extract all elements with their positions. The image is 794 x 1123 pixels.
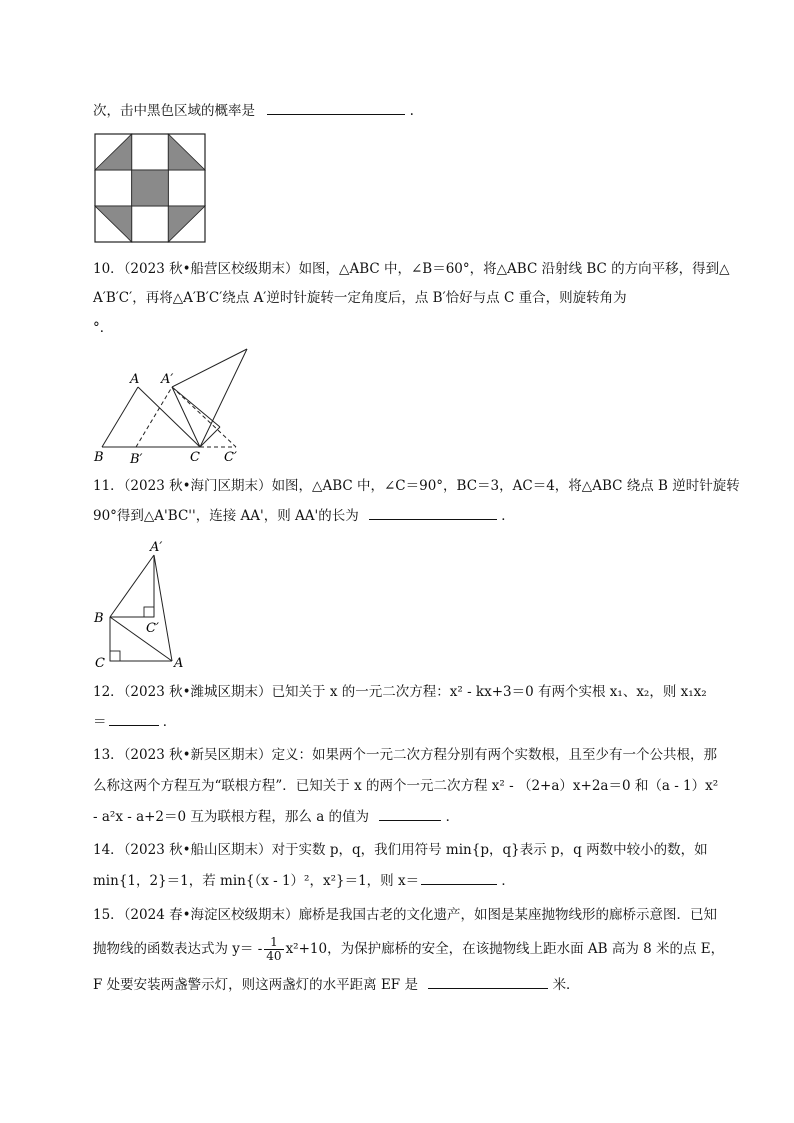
q10-label-C1: C′ xyxy=(224,450,237,465)
q11-text2: 90°得到△A'BC''，连接 AA'，则 AA'的长为 xyxy=(93,508,359,524)
q11-figure xyxy=(90,537,200,672)
q11-source: （2023 秋•海门区期末） xyxy=(123,478,272,494)
q10-line1 xyxy=(93,260,730,278)
q10-label-A1: A′ xyxy=(161,372,174,387)
q15-line3 xyxy=(93,976,580,994)
q9-answer-blank[interactable] xyxy=(267,102,405,115)
q15-text2a: 抛物线的函数表达式为 y＝ - xyxy=(93,941,263,957)
q11-number: 11． xyxy=(93,478,124,494)
q9-figure xyxy=(94,133,206,243)
q14-answer-blank[interactable] xyxy=(421,872,497,885)
q11-line1 xyxy=(93,477,740,495)
q15-answer-blank[interactable] xyxy=(428,976,548,989)
q13-text2: 么称这两个方程互为“联根方程”．已知关于 x 的两个一元二次方程 x² - （2+a）x+2a＝0 和（a - 1）x² xyxy=(93,778,719,794)
q15-line2 xyxy=(93,932,724,966)
q12-end: ． xyxy=(162,714,177,730)
q15-text2b: x²+10，为保护廊桥的安全，在该抛物线上距水面 AB 高为 8 米的点 E， xyxy=(285,941,725,957)
q10-text2: A′B′C′，再将△A′B′C′绕点 A′逆时针旋转一定角度后，点 B′恰好与点 C 重合，则旋转角为 xyxy=(93,290,627,306)
q15-fraction xyxy=(264,936,283,963)
q15-number: 15． xyxy=(93,907,124,923)
q15-frac-num: 1 xyxy=(264,936,283,950)
q14-number: 14． xyxy=(93,842,124,858)
q11-end: ． xyxy=(501,508,515,524)
q9-tail-line xyxy=(93,102,414,120)
q15-text3b: 米． xyxy=(552,977,580,993)
q10-text1: 如图，△ABC 中，∠B＝60°，将△ABC 沿射线 BC 的方向平移，得到△ xyxy=(298,261,730,277)
q12-text1: 已知关于 x 的一元二次方程：x² - kx+3＝0 有两个实根 x₁、x₂，则 x₁x₂ xyxy=(271,684,707,700)
q11-label-A1: A′ xyxy=(150,540,163,555)
q13-number: 13． xyxy=(93,747,124,763)
q14-end: ． xyxy=(501,873,515,889)
q10-label-C: C xyxy=(190,450,200,465)
q11-label-A: A xyxy=(174,656,184,671)
q14-source: （2023 秋•船山区期末） xyxy=(123,842,272,858)
q14-text1: 对于实数 p，q，我们用符号 min{p，q}表示 p，q 两数中较小的数，如 xyxy=(271,842,708,858)
q13-answer-blank[interactable] xyxy=(379,808,441,821)
q11-label-B: B xyxy=(94,611,104,626)
q13-end: ． xyxy=(445,809,460,825)
q9-center-square xyxy=(132,170,169,206)
q13-text3: - a²x - a+2＝0 互为联根方程，那么 a 的值为 xyxy=(93,809,370,825)
q10-label-B: B xyxy=(94,450,104,465)
q10-label-B1: B′ xyxy=(130,452,143,467)
q12-number: 12． xyxy=(93,684,124,700)
q11-label-C1: C′ xyxy=(146,621,159,636)
q11-label-C: C xyxy=(95,656,105,671)
q11-answer-blank[interactable] xyxy=(369,507,497,520)
q13-line2 xyxy=(93,777,718,795)
q10-source: （2023 秋•船营区校级期末） xyxy=(123,261,299,277)
q10-line3 xyxy=(93,319,113,337)
q15-text1: 廊桥是我国古老的文化遗产，如图是某座抛物线形的廊桥示意图．已知 xyxy=(298,907,718,923)
q9-tail-end: . xyxy=(409,103,414,119)
q12-line1 xyxy=(93,683,707,701)
q15-source: （2024 春•海淀区校级期末） xyxy=(123,907,299,923)
q13-source: （2023 秋•新吴区期末） xyxy=(123,747,272,763)
q10-number: 10． xyxy=(93,261,124,277)
q15-frac-den: 40 xyxy=(266,949,282,963)
q12-line2 xyxy=(93,713,176,731)
q13-text1: 定义：如果两个一元二次方程分别有两个实数根，且至少有一个公共根，那 xyxy=(271,747,718,763)
q14-line1 xyxy=(93,841,708,859)
q10-line2 xyxy=(93,289,627,307)
q15-text3a: F 处要安装两盏警示灯，则这两盏灯的水平距离 EF 是 xyxy=(93,977,418,993)
q10-text3: °． xyxy=(93,320,114,336)
q13-line1 xyxy=(93,746,717,764)
q11-text1: 如图，△ABC 中，∠C＝90°，BC＝3，AC＝4，将△ABC 绕点 B 逆时针旋转 xyxy=(271,478,740,494)
q12-text2: ＝ xyxy=(93,714,107,730)
q10-label-A: A xyxy=(130,372,140,387)
q11-line2 xyxy=(93,507,515,525)
q14-text2: min{1，2}＝1，若 min{（x - 1）²，x²}＝1，则 x＝ xyxy=(93,873,420,889)
q12-answer-blank[interactable] xyxy=(109,713,159,726)
q14-line2 xyxy=(93,872,515,890)
q10-figure xyxy=(90,345,260,467)
q9-tail-text: 次，击中黑色区域的概率是 xyxy=(93,103,255,119)
q15-line1 xyxy=(93,906,717,924)
q12-source: （2023 秋•潍城区期末） xyxy=(123,684,272,700)
q13-line3 xyxy=(93,808,459,826)
